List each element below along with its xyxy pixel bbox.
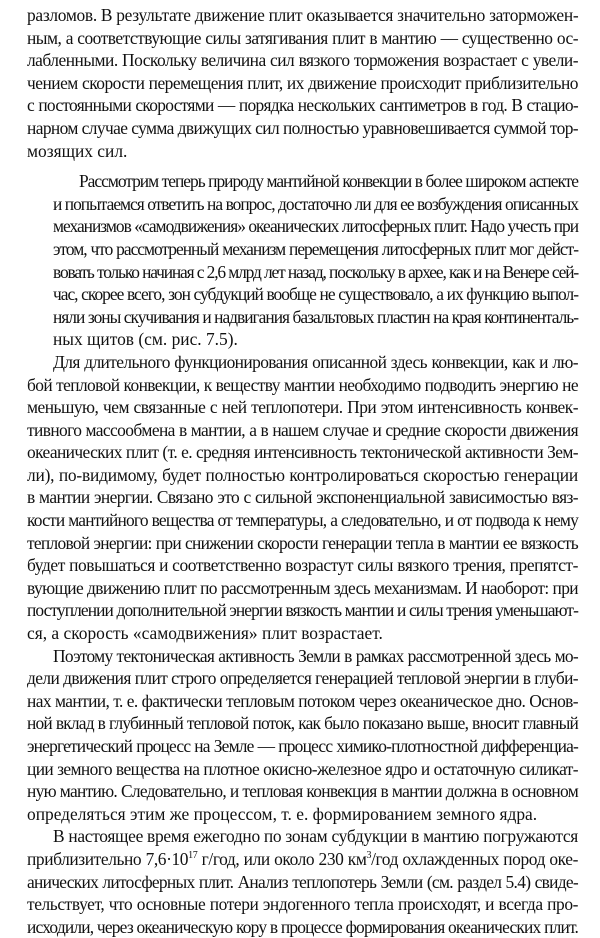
text-line: нарном случае сумма движущих сил полностью уравновешивается суммой тор- <box>27 117 578 138</box>
text-line: мозящих сил. <box>27 140 128 161</box>
exponent: 17 <box>188 849 198 861</box>
text-line: няли зоны скучивания и надвигания базальтовых пластин на края континенталь- <box>53 306 578 327</box>
text-line: ную мантию. Следовательно, и тепловая конвекция в мантии должна в основном <box>27 781 578 802</box>
text-line: исходили, через океаническую кору в процессе формирования океанических плит. <box>27 916 578 937</box>
text-line: вовать только начиная с 2,6 млрд лет назад, поскольку в архее, как и на Венере сей- <box>53 261 578 282</box>
text-fragment: г/год, или около 230 км <box>197 848 367 869</box>
text-line: Для длительного функционирования описанной здесь конвекции, как и лю- <box>53 351 578 372</box>
text-line: меньшую, чем связанные с ней теплопотери. При этом интенсивность конвек- <box>27 397 578 418</box>
paragraph-4 <box>27 645 578 826</box>
text-line: ции земного вещества на плотное окисно-железное ядро и остаточную силикат- <box>27 758 578 779</box>
text-line: определяться этим же процессом, т. е. формированием земного ядра. <box>27 803 538 824</box>
text-line: ли), по-видимому, будет полностью контролироваться скоростью генерации <box>27 464 578 485</box>
text-line: в мантии энергии. Связано это с сильной экспоненциальной зависимостью вяз- <box>27 487 578 508</box>
text-line: ной вклад в глубинный тепловой поток, как было показано выше, вносит главный <box>27 713 578 734</box>
text-line: поступлении дополнительной энергии вязкость мантии и силы трения уменьшают- <box>27 600 578 621</box>
text-line: этом, что рассмотренный механизм перемещения литосферных плит мог дейст- <box>53 238 578 259</box>
paragraph-3 <box>27 351 578 645</box>
text-line: кости мантийного вещества от температуры, а следовательно, и от подвода к нему <box>27 510 578 531</box>
text-line: ных щитов (см. рис. 7.5). <box>53 329 238 350</box>
text-line: Поэтому тектоническая активность Земли в рамках рассмотренной здесь мо- <box>53 645 578 666</box>
text-line: ся, а скорость «самодвижения» плит возрастает. <box>27 623 383 644</box>
text-line: дели движения плит строго определяется генерацией тепловой энергии в глуби- <box>27 668 578 689</box>
text-line: тивного массообмена в мантии, а в нашем случае и средние скорости движения <box>27 419 578 440</box>
text-line: В настоящее время ежегодно по зонам субдукции в мантию погружаются <box>53 826 578 847</box>
text-line: океанических плит (т. е. средняя интенсивность тектонической активности Зем- <box>27 442 578 463</box>
paragraph-1 <box>27 4 578 162</box>
text-line-with-superscripts <box>27 848 578 871</box>
text-line: чением скорости перемещения плит, их движение происходит приблизительно <box>27 72 578 93</box>
text-line: час, скорее всего, зон субдукций вообще не существовало, а их функцию выпол- <box>53 284 578 305</box>
paragraph-5 <box>27 825 578 938</box>
text-line: бой тепловой конвекции, к веществу мантии необходимо подводить энергию не <box>27 374 578 395</box>
text-line: с постоянными скоростями — порядка нескольких сантиметров в год. В стацио- <box>27 95 578 116</box>
text-line: и попытаемся ответить на вопрос, достаточно ли для ее возбуждения описанных <box>53 193 578 214</box>
text-line: механизмов «самодвижения» океанических литосферных плит. Надо учесть при <box>53 216 578 237</box>
text-line: анических литосферных плит. Анализ теплопотерь Земли (см. раздел 5.4) свиде- <box>27 871 578 892</box>
text-line: лабленными. Поскольку величина сил вязкого торможения возрастает с увели- <box>27 50 578 71</box>
exponent: 3 <box>366 849 372 861</box>
text-line: нах мантии, т. е. фактически тепловым потоком через океаническое дно. Основ- <box>27 690 578 711</box>
text-line: тельствует, что основные потери эндогенного тепла происходят, и всегда про- <box>27 894 578 915</box>
text-line: будет повышаться и соответственно возрастут силы вязкого трения, препятст- <box>27 555 578 576</box>
text-line: Рассмотрим теперь природу мантийной конвекции в более широком аспекте <box>79 171 578 192</box>
text-line: энергетический процесс на Земле — процесс химико-плотностной дифференциа- <box>27 736 578 756</box>
text-line: вующие движению плит по рассмотренным здесь механизмам. И наоборот: при <box>27 577 578 598</box>
text-line: разломов. В результате движение плит оказывается значительно заторможен- <box>27 5 579 25</box>
text-line: тепловой энергии: при снижении скорости генерации тепла в мантии ее вязкость <box>27 532 578 553</box>
text-fragment: приблизительно 7,6·10 <box>27 848 189 869</box>
text-fragment: /год охлажденных пород оке- <box>371 848 578 869</box>
text-line: ным, а соответствующие силы затягивания плит в мантию — существенно ос- <box>27 27 578 48</box>
paragraph-2 <box>27 170 578 351</box>
